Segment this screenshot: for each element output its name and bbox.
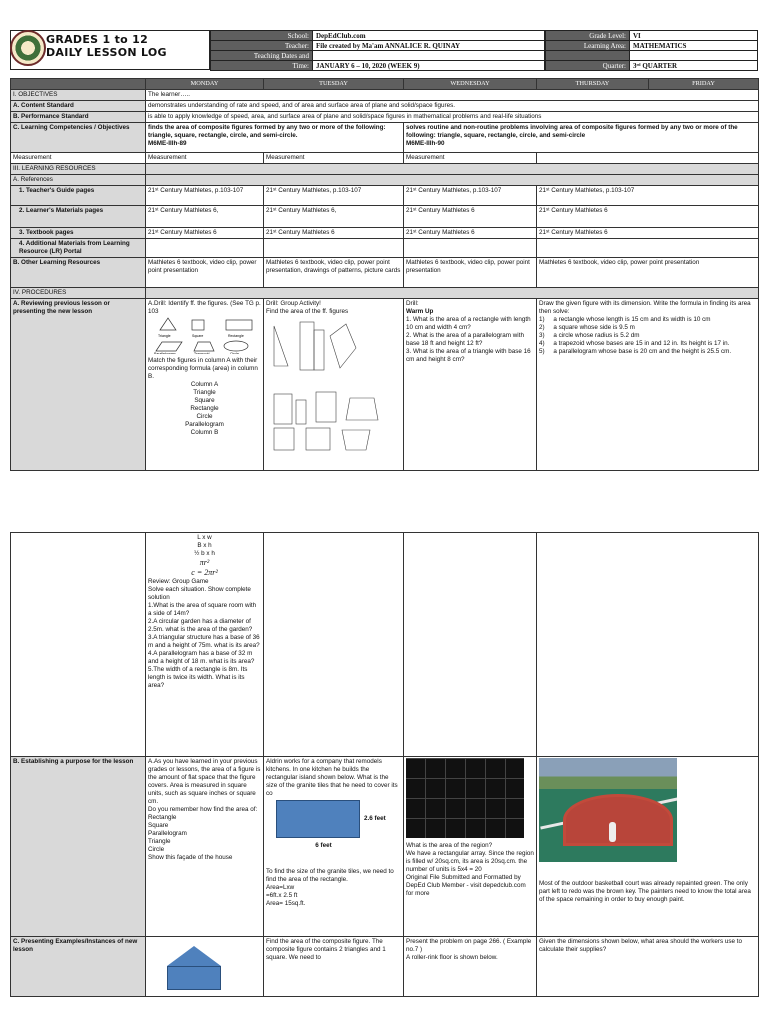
competency-label: C. Learning Competencies / Objectives — [11, 123, 146, 153]
presenting-label: C. Presenting Examples/Instances of new lesson — [11, 937, 146, 997]
item-number: 3) — [539, 332, 545, 339]
measurement-mon: Measurement — [146, 153, 264, 164]
day-header-blank — [11, 79, 146, 90]
square-shape — [192, 320, 204, 330]
references-band — [146, 175, 759, 186]
house-facade-figure — [167, 946, 221, 990]
review-tue-drill: Drill: Group Activity! — [266, 300, 321, 307]
review-thu — [537, 299, 759, 471]
lm-label: 2. Learner's Materials pages — [11, 206, 146, 228]
measurement-wed: Measurement — [404, 153, 537, 164]
dim-width-label: 2.6 feet — [364, 815, 386, 822]
tb-label: 3. Textbook pages — [11, 228, 146, 239]
grade-label: Grade Level: — [546, 31, 630, 41]
review-mon-cont — [146, 533, 264, 757]
review-wed — [404, 299, 537, 471]
purpose-tue-substitute: =6ft.x 2.5 ft — [266, 892, 298, 899]
dim-length-label: 6 feet — [315, 842, 332, 849]
item-number: 1) — [539, 316, 545, 323]
info-table-left — [210, 30, 545, 71]
title-line-1: GRADES 1 to 12 — [46, 33, 149, 46]
presenting-wed-text: Present the problem on page 266. ( Example no.7 ) — [406, 938, 532, 953]
shapes-figure — [148, 316, 260, 354]
island-rectangle — [276, 800, 360, 838]
review-tue — [264, 299, 404, 471]
review-wed-drill: Drill: — [406, 300, 419, 307]
lr-label: 4. Additional Materials from Learning Resource (LR) Portal — [11, 239, 146, 258]
game-item: 5.The width of a rectangle is 8m. Its length is twice its width. What is its area? — [148, 666, 248, 689]
house-roof — [167, 946, 221, 966]
shape-label: Parallelogram — [154, 352, 176, 354]
triangle-shape — [160, 318, 176, 330]
review-wed-q1: 1. What is the area of a rectangle with length 10 cm and width 4 cm? — [406, 316, 531, 331]
other-thu: Mathletes 6 textbook, video clip, power point presentation — [537, 258, 759, 288]
trapezoid-shape — [194, 342, 214, 351]
review-wed-cont — [404, 533, 537, 757]
column-a-item: Rectangle — [190, 405, 219, 412]
tg-label: 1. Teacher's Guide pages — [11, 186, 146, 206]
review-thu-cont — [537, 533, 759, 757]
purpose-tue-answer: Area= 15sq.ft. — [266, 900, 306, 907]
lr-wed — [404, 239, 537, 258]
review-label: A. Reviewing previous lesson or presenting the new lesson — [11, 299, 146, 471]
competency-wed-text: solves routine and non-routine problems involving area of composite figures formed by any two or more of the following: triangle, square, rectangle, circle, and semi-circle — [406, 124, 738, 139]
game-item: 1.What is the area of square room with a side of 14m? — [148, 602, 257, 617]
measurement-tue: Measurement — [264, 153, 404, 164]
tb-thu: 21ˢᵗ Century Mathletes 6 — [537, 228, 759, 239]
purpose-mon-list-item: Circle — [148, 846, 165, 853]
page-title — [46, 33, 167, 59]
teacher-label: Teacher: — [211, 41, 313, 51]
presenting-thu: Given the dimensions shown below, what area should the workers use to calculate their supplies? — [537, 937, 759, 997]
day-thursday: THURSDAY — [537, 79, 649, 90]
rectangular-array-figure — [406, 758, 524, 838]
shape-label: Rectangle — [228, 334, 244, 338]
review-thu-item — [539, 316, 756, 324]
tg-wed: 21ˢᵗ Century Mathletes, p.103-107 — [404, 186, 537, 206]
purpose-wed-question: What is the area of the region? — [406, 842, 493, 849]
school-value: DepEdClub.com — [313, 31, 545, 41]
review-thu-item — [539, 324, 756, 332]
day-monday: MONDAY — [146, 79, 264, 90]
time-label: Time: — [211, 61, 313, 71]
objectives-text: The learner….. — [146, 90, 759, 101]
competency-wed — [404, 123, 759, 153]
lesson-log-table — [10, 78, 759, 471]
other-tue: Mathletes 6 textbook, video clip, power point presentation, drawings of patterns, picture cards — [264, 258, 404, 288]
purpose-mon-list-item: Triangle — [148, 838, 171, 845]
shape-label: Triangle — [158, 334, 171, 338]
procedures-band — [146, 288, 759, 299]
item-number: 4) — [539, 340, 545, 347]
lr-thu — [537, 239, 759, 258]
references-label: A. References — [11, 175, 146, 186]
review-mon-drill: A.Drill: Identify ff. the figures. (See TG p. 103 — [148, 300, 261, 315]
lesson-log-table-continued — [10, 532, 759, 997]
other-wed: Mathletes 6 textbook, video clip, power point presentation — [404, 258, 537, 288]
item-text: a trapezoid whose bases are 15 in and 12 in. Its height is 17 in. — [553, 340, 730, 347]
purpose-wed-credit: Original File Submitted and Formatted by DepEd Club Member - visit depedclub.com for more — [406, 874, 526, 897]
column-a-item: Circle — [196, 413, 213, 420]
purpose-mon-list-item: Rectangle — [148, 814, 177, 821]
quarter-value: 3ʳᵈ QUARTER — [630, 61, 758, 71]
column-b-heading: Column B — [190, 429, 219, 436]
tg-mon: 21ˢᵗ Century Mathletes, p.103-107 — [146, 186, 264, 206]
formula-tri: ½ b x h — [194, 550, 215, 557]
tb-mon: 21ˢᵗ Century Mathletes 6 — [146, 228, 264, 239]
purpose-mon-question: Do you remember how find the area of: — [148, 806, 258, 813]
dates-label: Teaching Dates and — [211, 51, 313, 61]
presenting-tue: Find the area of the composite figure. The composite figure contains 2 triangles and 1 square. We need to — [264, 937, 404, 997]
presenting-wed-rink: A roller-rink floor is shown below. — [406, 954, 498, 961]
presenting-wed — [404, 937, 537, 997]
area-label: Learning Area: — [546, 41, 630, 51]
lr-tue — [264, 239, 404, 258]
content-standard-text: demonstrates understanding of rate and speed, and of area and surface area of plane and solid/space figures. — [146, 101, 759, 112]
column-a-item: Triangle — [193, 389, 216, 396]
content-standard-label: A. Content Standard — [11, 101, 146, 112]
competency-wed-code: M6ME-IIIh-90 — [406, 140, 445, 147]
purpose-mon — [146, 757, 264, 937]
objectives-label: I. OBJECTIVES — [11, 90, 146, 101]
blank-value — [630, 51, 758, 61]
lm-tue: 21ˢᵗ Century Mathletes 6, — [264, 206, 404, 228]
measurement-label: Measurement — [11, 153, 146, 164]
rectangle-shape — [226, 320, 252, 330]
info-table-right — [545, 30, 758, 71]
review-tue-instruction: Find the area of the ff. figures — [266, 308, 349, 315]
column-a-item: Parallelogram — [185, 421, 224, 428]
review-wed-q3: 3. What is the area of a triangle with base 16 cm and height 8 cm? — [406, 348, 531, 363]
shape-label: Square — [192, 334, 204, 338]
review-thu-item — [539, 340, 756, 348]
house-base — [167, 966, 221, 990]
purpose-thu-text: Most of the outdoor basketball court was already repainted green. The only part left to redo was the brown key. The painters need to know the total area of the space remaining in order to buy enough paint. — [539, 880, 751, 903]
island-figure — [276, 800, 401, 838]
resources-label: III. LEARNING RESOURCES — [11, 164, 146, 175]
other-resources-label: B. Other Learning Resources — [11, 258, 146, 288]
review-thu-item — [539, 348, 756, 356]
purpose-mon-text: A.As you have learned in your previous grades or lessons, the area of a figure is the amount of flat space that the figure covers. Area is measured in square units, such as square inches or square cm. — [148, 758, 261, 805]
tb-wed: 21ˢᵗ Century Mathletes 6 — [404, 228, 537, 239]
performance-standard-text: is able to apply knowledge of speed, area, and surface area of plane and solid/space figures in mathematical problems and real-life situations — [146, 112, 759, 123]
purpose-mon-list-item: Parallelogram — [148, 830, 187, 837]
competency-mon-code: M6ME-IIIh-89 — [148, 140, 187, 147]
lm-wed: 21ˢᵗ Century Mathletes 6 — [404, 206, 537, 228]
item-text: a square whose side is 9.5 m — [553, 324, 635, 331]
purpose-mon-list-item: Square — [148, 822, 169, 829]
purpose-thu — [537, 757, 759, 937]
formula-para: B x h — [197, 542, 212, 549]
purpose-tue-formula: Area=Lxw — [266, 884, 295, 891]
blank-label — [546, 51, 630, 61]
review-game-title: Review: Group Game — [148, 578, 209, 585]
formula-circumference: c = 2πr² — [191, 568, 218, 577]
day-friday: FRIDAY — [649, 79, 759, 90]
lm-thu: 21ˢᵗ Century Mathletes 6 — [537, 206, 759, 228]
purpose-label: B. Establishing a purpose for the lesson — [11, 757, 146, 937]
resources-band — [146, 164, 759, 175]
tb-tue: 21ˢᵗ Century Mathletes 6 — [264, 228, 404, 239]
circle-shape — [224, 341, 248, 351]
game-item: 3.A triangular structure has a base of 36 m and a height of 75m. what is its area? — [148, 634, 260, 649]
review-wed-q2: 2. What is the area of a parallelogram with base 18 ft and height 12 ft? — [406, 332, 524, 347]
item-number: 5) — [539, 348, 545, 355]
purpose-tue-explain: To find the size of the granite tiles, we need to find the area of the rectangle. — [266, 868, 394, 883]
purpose-tue-text: Aldrin works for a company that remodels kitchens. In one kitchen he builds the rectangular island shown below. What is the size of the granite tiles that he need to cover its co — [266, 758, 398, 797]
cont-label-blank — [11, 533, 146, 757]
basketball-court-photo — [539, 758, 677, 862]
review-mon-match: Match the figures in column A with their corresponding formula (area) in column B. — [148, 357, 258, 380]
measurement-thu — [537, 153, 759, 164]
lm-mon: 21ˢᵗ Century Mathletes 6, — [146, 206, 264, 228]
review-game-instruction: Solve each situation. Show complete solution — [148, 586, 251, 601]
day-wednesday: WEDNESDAY — [404, 79, 537, 90]
item-text: a rectangle whose length is 15 cm and its width is 10 cm — [553, 316, 711, 323]
purpose-mon-facade: Show this façade of the house — [148, 854, 233, 861]
tg-thu: 21ˢᵗ Century Mathletes, p.103-107 — [537, 186, 759, 206]
teacher-value: File created by Ma'am ANNALICE R. QUINAY — [313, 41, 545, 51]
item-number: 2) — [539, 324, 545, 331]
purpose-tue — [264, 757, 404, 937]
deped-seal-icon — [10, 30, 46, 66]
review-wed-warmup: Warm Up — [406, 308, 434, 315]
competency-mon-text: finds the area of composite figures formed by any two or more of the following: triangle, square, rectangle, circle, and semi-circle. — [148, 124, 386, 139]
formula-circle: πr² — [199, 558, 210, 567]
review-tue-cont — [264, 533, 404, 757]
parallelogram-shape — [156, 342, 182, 351]
title-line-2: DAILY LESSON LOG — [46, 46, 167, 59]
composite-figures-sketch — [266, 316, 400, 456]
shape-label: Circle — [230, 352, 239, 354]
review-thu-item — [539, 332, 756, 340]
procedures-label: IV. PROCEDURES — [11, 288, 146, 299]
tg-tue: 21ˢᵗ Century Mathletes, p.103-107 — [264, 186, 404, 206]
lr-mon — [146, 239, 264, 258]
item-text: a circle whose radius is 5.2 dm — [553, 332, 640, 339]
dates-blank — [313, 51, 545, 61]
column-a-item: Square — [194, 397, 215, 404]
area-value: MATHEMATICS — [630, 41, 758, 51]
day-tuesday: TUESDAY — [264, 79, 404, 90]
item-text: a parallelogram whose base is 20 cm and the height is 25.5 cm. — [553, 348, 732, 355]
formula-rect: L x w — [197, 534, 212, 541]
game-item: 4.A parallelogram has a base of 32 m and a height of 18 m. what is its area? — [148, 650, 255, 665]
shape-label: Trapezoid — [194, 352, 210, 354]
day-header-row — [11, 79, 759, 90]
column-a-heading: Column A — [190, 381, 219, 388]
competency-mon — [146, 123, 404, 153]
other-mon: Mathletes 6 textbook, video clip, power point presentation — [146, 258, 264, 288]
grade-value: VI — [630, 31, 758, 41]
purpose-wed — [404, 757, 537, 937]
performance-standard-label: B. Performance Standard — [11, 112, 146, 123]
review-thu-instruction: Draw the given figure with its dimension. Write the formula in finding its area then solve: — [539, 300, 751, 315]
review-mon — [146, 299, 264, 471]
school-label: School: — [211, 31, 313, 41]
quarter-label: Quarter: — [546, 61, 630, 71]
game-item: 2.A circular garden has a diameter of 2.5m. what is the area of the garden? — [148, 618, 253, 633]
dates-value: JANUARY 6 – 10, 2020 (WEEK 9) — [313, 61, 545, 71]
purpose-wed-explain: We have a rectangular array. Since the region is filled w/ 20sq.cm, its area is 20sq.cm. the number of units is 5x4 = 20 — [406, 850, 534, 873]
